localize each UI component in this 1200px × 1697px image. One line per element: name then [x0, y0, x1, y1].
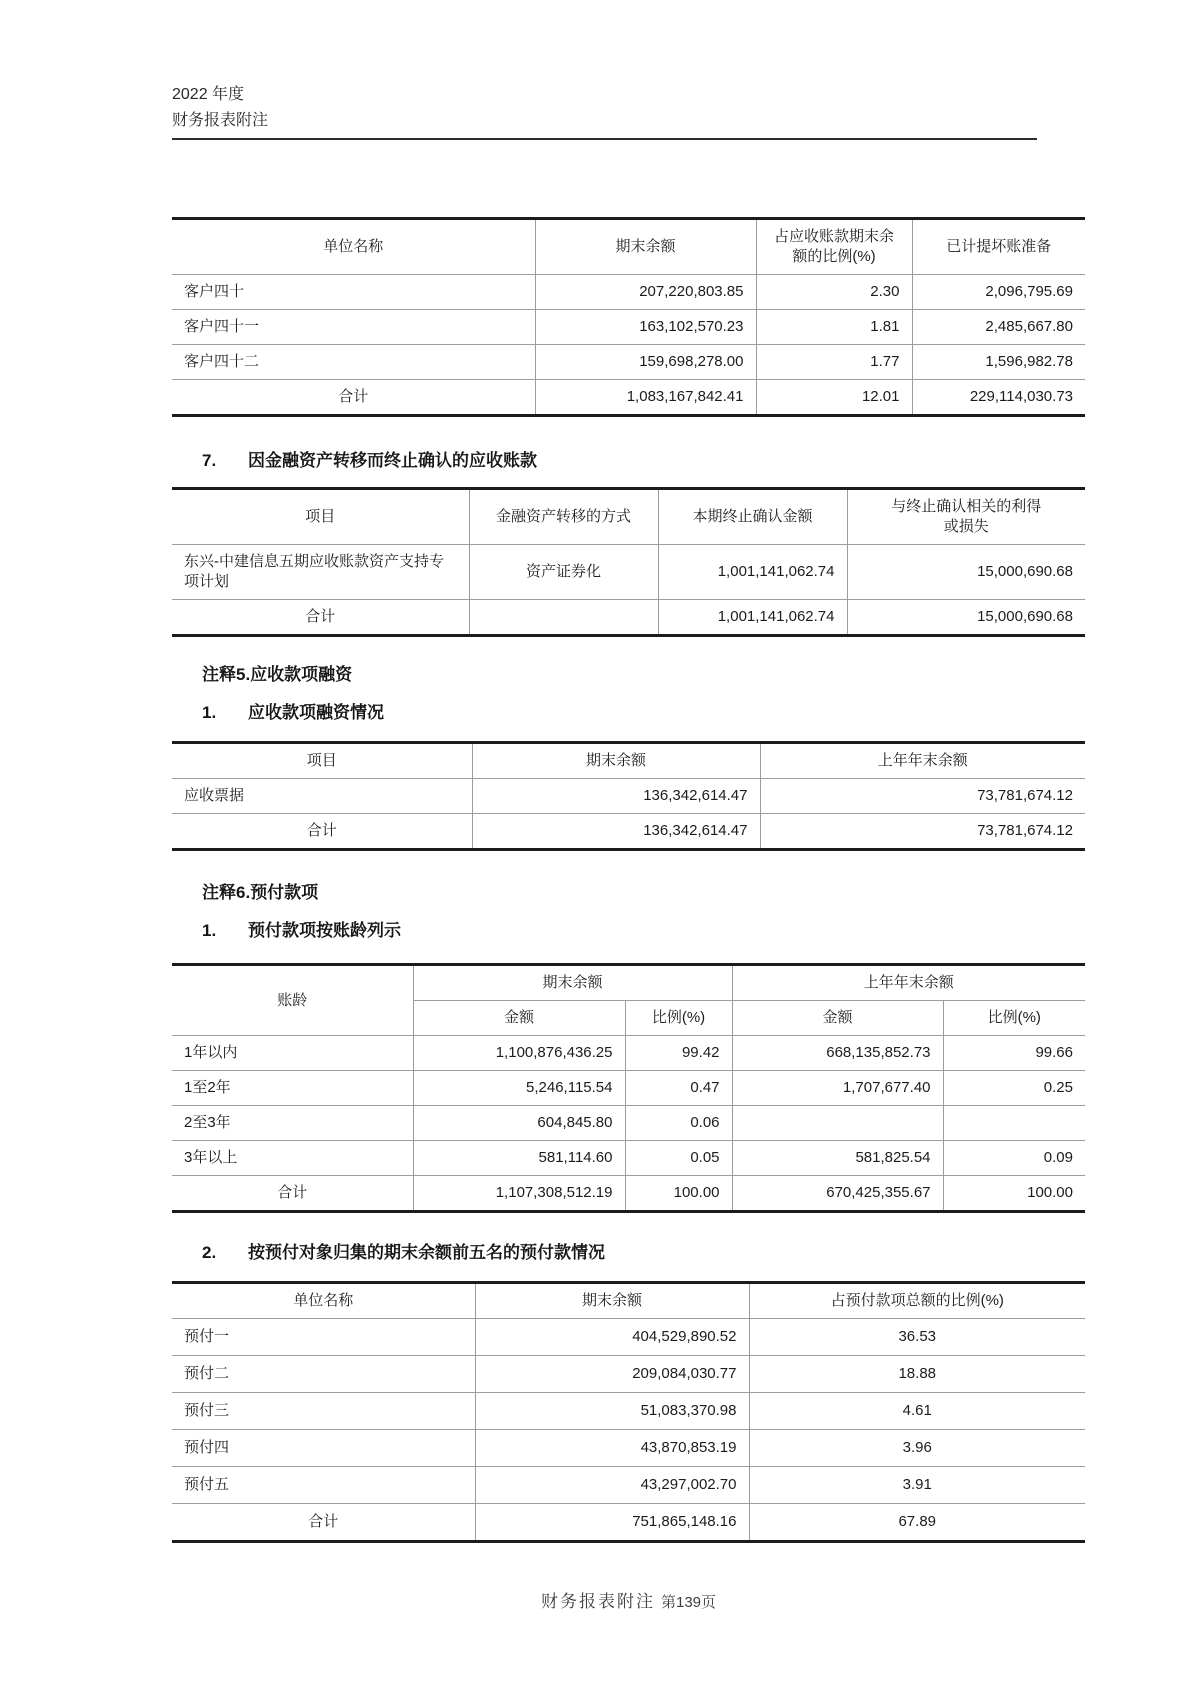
- cell-total-label: 合计: [172, 380, 535, 416]
- cell-amount: 159,698,278.00: [535, 345, 756, 380]
- section-heading-note5-1: [202, 701, 1085, 725]
- cell-total-prior-amount: 670,425,355.67: [732, 1176, 943, 1212]
- cell-ratio: 36.53: [749, 1319, 1085, 1356]
- heading-title: 按预付对象归集的期末余额前五名的预付款情况: [248, 1243, 605, 1262]
- cell-closing: 136,342,614.47: [472, 779, 760, 814]
- col-header-aging: 账龄: [172, 965, 413, 1036]
- footer-page-number: 第139页: [660, 1594, 717, 1611]
- cell-ratio: 2.30: [756, 275, 912, 310]
- cell-closing-amount: 1,100,876,436.25: [413, 1036, 625, 1071]
- col-header-closing-balance: 期末余额: [535, 219, 756, 275]
- cell-unit-name: 客户四十二: [172, 345, 535, 380]
- cell-total-provision: 229,114,030.73: [912, 380, 1085, 416]
- heading-number: 注释6.: [202, 883, 251, 902]
- col-subheader-amount: 金额: [732, 1001, 943, 1036]
- cell-unit-name: 客户四十: [172, 275, 535, 310]
- page-footer: [172, 1587, 1085, 1612]
- col-subheader-ratio: 比例(%): [625, 1001, 732, 1036]
- cell-amount: 404,529,890.52: [475, 1319, 749, 1356]
- cell-provision: 2,096,795.69: [912, 275, 1085, 310]
- top-customers-receivables-table: [172, 217, 1085, 417]
- col-subheader-ratio: 比例(%): [943, 1001, 1085, 1036]
- report-year: 2022 年度: [172, 86, 245, 103]
- table-row: [172, 1467, 1085, 1504]
- table-row: [172, 1430, 1085, 1467]
- cell-empty: [469, 600, 658, 636]
- table-header-row: [172, 1283, 1085, 1319]
- derecognized-receivables-table: [172, 487, 1085, 637]
- col-header-ratio: 占预付款项总额的比例(%): [749, 1283, 1085, 1319]
- cell-total-amount: 751,865,148.16: [475, 1504, 749, 1542]
- cell-prior-ratio: 0.25: [943, 1071, 1085, 1106]
- report-title: 财务报表附注: [172, 112, 269, 129]
- cell-closing-ratio: 99.42: [625, 1036, 732, 1071]
- cell-ratio: 1.77: [756, 345, 912, 380]
- table-header-row: [172, 219, 1085, 275]
- cell-aging: 1至2年: [172, 1071, 413, 1106]
- cell-amount: 1,001,141,062.74: [658, 545, 847, 600]
- table-row: [172, 1071, 1085, 1106]
- cell-aging: 2至3年: [172, 1106, 413, 1141]
- table-row: [172, 1319, 1085, 1356]
- col-header-item: 项目: [172, 489, 469, 545]
- table-header-row: [172, 489, 1085, 545]
- cell-amount: 51,083,370.98: [475, 1393, 749, 1430]
- table-row: [172, 345, 1085, 380]
- heading-number: 1.: [202, 921, 217, 940]
- cell-closing-ratio: 0.05: [625, 1141, 732, 1176]
- table-row: [172, 1356, 1085, 1393]
- cell-aging: 1年以内: [172, 1036, 413, 1071]
- heading-title: 应收款项融资情况: [248, 703, 384, 722]
- table-row: [172, 1106, 1085, 1141]
- cell-closing-ratio: 0.47: [625, 1071, 732, 1106]
- cell-provision: 1,596,982.78: [912, 345, 1085, 380]
- cell-total-amount: 1,083,167,842.41: [535, 380, 756, 416]
- cell-aging: 3年以上: [172, 1141, 413, 1176]
- cell-prior-ratio: 0.09: [943, 1141, 1085, 1176]
- section-heading-note5: [202, 663, 1085, 687]
- cell-total-gain-loss: 15,000,690.68: [847, 600, 1085, 636]
- cell-unit-name: 客户四十一: [172, 310, 535, 345]
- col-header-unit-name: 单位名称: [172, 219, 535, 275]
- section-heading-note6-2: [202, 1241, 1085, 1265]
- cell-total-label: 合计: [172, 1504, 475, 1542]
- section-heading-note6: [202, 881, 1085, 905]
- cell-item: 应收票据: [172, 779, 472, 814]
- table-total-row: [172, 1504, 1085, 1542]
- cell-unit-name: 预付四: [172, 1430, 475, 1467]
- heading-number: 注释5.: [202, 665, 251, 684]
- cell-method: 资产证券化: [469, 545, 658, 600]
- table-row: [172, 310, 1085, 345]
- table-row: [172, 1036, 1085, 1071]
- heading-title: 预付款项: [250, 883, 319, 902]
- cell-prior-amount: 1,707,677.40: [732, 1071, 943, 1106]
- cell-total-label: 合计: [172, 600, 469, 636]
- table-row: [172, 1393, 1085, 1430]
- cell-prior-ratio: [943, 1106, 1085, 1141]
- top-five-prepayments-table: [172, 1281, 1085, 1543]
- cell-total-closing-amount: 1,107,308,512.19: [413, 1176, 625, 1212]
- table-row: [172, 779, 1085, 814]
- col-header-unit-name: 单位名称: [172, 1283, 475, 1319]
- col-header-ratio: 占应收账款期末余额的比例(%): [756, 219, 912, 275]
- document-header: [172, 0, 1085, 140]
- col-header-prior-year-balance: 上年年末余额: [732, 965, 1085, 1001]
- table-header-row: [172, 965, 1085, 1001]
- cell-total-closing: 136,342,614.47: [472, 814, 760, 850]
- cell-amount: 43,870,853.19: [475, 1430, 749, 1467]
- heading-number: 1.: [202, 703, 217, 722]
- table-row: [172, 545, 1085, 600]
- cell-total-ratio: 67.89: [749, 1504, 1085, 1542]
- col-header-closing-balance: 期末余额: [472, 743, 760, 779]
- cell-total-label: 合计: [172, 1176, 413, 1212]
- cell-amount: 209,084,030.77: [475, 1356, 749, 1393]
- cell-prior-amount: [732, 1106, 943, 1141]
- col-header-prior-year-balance: 上年年末余额: [760, 743, 1085, 779]
- header-divider: [172, 138, 1037, 140]
- table-header-row: [172, 743, 1085, 779]
- col-header-derecognized-amount: 本期终止确认金额: [658, 489, 847, 545]
- cell-closing-amount: 581,114.60: [413, 1141, 625, 1176]
- cell-prior-amount: 581,825.54: [732, 1141, 943, 1176]
- section-heading-7: [202, 449, 1085, 473]
- table-total-row: [172, 814, 1085, 850]
- cell-prior-amount: 668,135,852.73: [732, 1036, 943, 1071]
- cell-total-label: 合计: [172, 814, 472, 850]
- cell-amount: 43,297,002.70: [475, 1467, 749, 1504]
- cell-amount: 207,220,803.85: [535, 275, 756, 310]
- table-total-row: [172, 1176, 1085, 1212]
- col-header-bad-debt-provision: 已计提坏账准备: [912, 219, 1085, 275]
- cell-total-closing-ratio: 100.00: [625, 1176, 732, 1212]
- cell-ratio: 18.88: [749, 1356, 1085, 1393]
- cell-closing-ratio: 0.06: [625, 1106, 732, 1141]
- cell-ratio: 3.91: [749, 1467, 1085, 1504]
- cell-ratio: 1.81: [756, 310, 912, 345]
- table-row: [172, 1141, 1085, 1176]
- cell-prior-ratio: 99.66: [943, 1036, 1085, 1071]
- col-header-gain-loss: 与终止确认相关的利得 或损失: [847, 489, 1085, 545]
- cell-unit-name: 预付五: [172, 1467, 475, 1504]
- heading-title: 应收款项融资: [250, 665, 353, 684]
- cell-total-prior-ratio: 100.00: [943, 1176, 1085, 1212]
- cell-item: 东兴-中建信息五期应收账款资产支持专项计划: [172, 545, 469, 600]
- cell-ratio: 4.61: [749, 1393, 1085, 1430]
- table-total-row: [172, 380, 1085, 416]
- heading-number: 2.: [202, 1243, 217, 1262]
- cell-prior: 73,781,674.12: [760, 779, 1085, 814]
- cell-unit-name: 预付一: [172, 1319, 475, 1356]
- cell-provision: 2,485,667.80: [912, 310, 1085, 345]
- cell-closing-amount: 604,845.80: [413, 1106, 625, 1141]
- heading-title: 预付款项按账龄列示: [248, 921, 401, 940]
- col-header-transfer-method: 金融资产转移的方式: [469, 489, 658, 545]
- heading-title: 因金融资产转移而终止确认的应收账款: [248, 451, 537, 470]
- section-heading-note6-1: [202, 919, 1085, 943]
- cell-ratio: 3.96: [749, 1430, 1085, 1467]
- table-total-row: [172, 600, 1085, 636]
- col-subheader-amount: 金额: [413, 1001, 625, 1036]
- cell-total-amount: 1,001,141,062.74: [658, 600, 847, 636]
- col-header-closing-balance: 期末余额: [413, 965, 732, 1001]
- footer-title: 财务报表附注: [540, 1592, 655, 1611]
- cell-unit-name: 预付三: [172, 1393, 475, 1430]
- receivables-financing-table: [172, 741, 1085, 851]
- cell-closing-amount: 5,246,115.54: [413, 1071, 625, 1106]
- heading-number: 7.: [202, 451, 217, 470]
- cell-amount: 163,102,570.23: [535, 310, 756, 345]
- cell-gain-loss: 15,000,690.68: [847, 545, 1085, 600]
- cell-total-ratio: 12.01: [756, 380, 912, 416]
- table-row: [172, 275, 1085, 310]
- cell-total-prior: 73,781,674.12: [760, 814, 1085, 850]
- prepayments-aging-table: [172, 963, 1085, 1213]
- col-header-closing-balance: 期末余额: [475, 1283, 749, 1319]
- col-header-item: 项目: [172, 743, 472, 779]
- cell-unit-name: 预付二: [172, 1356, 475, 1393]
